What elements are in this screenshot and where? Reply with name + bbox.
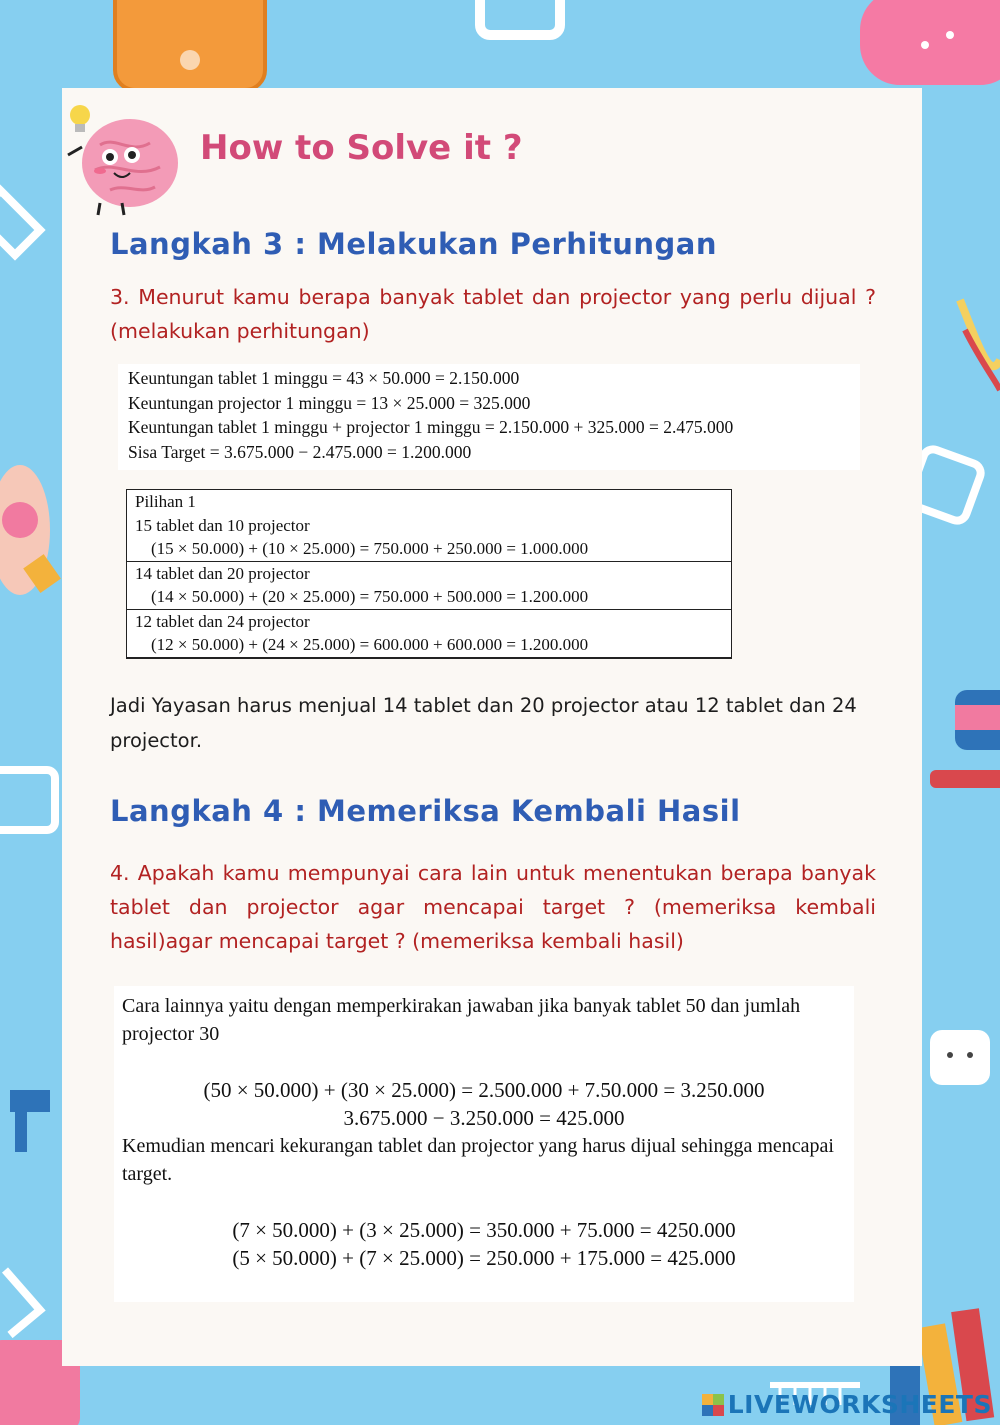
choice-formula: (14 × 50.000) + (20 × 25.000) = 750.000 + 500.000 = 1.200.000 xyxy=(151,587,589,606)
eraser-icon xyxy=(0,770,55,830)
choice-formula: (15 × 50.000) + (10 × 25.000) = 750.000 + 250.000 = 1.000.000 xyxy=(151,539,589,558)
choice-label: 14 tablet dan 20 projector xyxy=(135,563,310,583)
glue-bottle-icon xyxy=(0,465,61,595)
step3-calculation-box xyxy=(118,364,860,470)
pouch-icon xyxy=(115,0,265,90)
choice-label: 15 tablet dan 10 projector xyxy=(135,515,310,535)
step3-conclusion: Jadi Yayasan harus menjual 14 tablet dan 20 projector atau 12 tablet dan 24 projector. xyxy=(110,694,857,752)
alt-equation: (7 × 50.000) + (3 × 25.000) = 350.000 + 75.000 = 4250.000 xyxy=(232,1218,736,1242)
pen-icon xyxy=(10,1090,50,1152)
pink-pouch-icon xyxy=(860,0,1000,85)
watermark-text: LIVEWORKSHEETS xyxy=(727,1390,992,1419)
brain-mascot-icon xyxy=(60,95,190,225)
stapler-icon xyxy=(930,690,1000,788)
alt-intro: Cara lainnya yaitu dengan memperkirakan jawaban jika banyak tablet 50 dan jumlah projector 30 xyxy=(122,995,801,1045)
step4-answer-box xyxy=(114,986,854,1302)
cute-cup-icon xyxy=(930,1030,990,1085)
calc-line: Sisa Target = 3.675.000 − 2.475.000 = 1.200.000 xyxy=(128,441,472,462)
choice-label: 12 tablet dan 24 projector xyxy=(135,611,310,631)
binder-clip-icon xyxy=(0,190,40,255)
liveworksheets-logo-icon xyxy=(702,1394,724,1416)
choice-row xyxy=(127,609,731,657)
choice-row xyxy=(127,561,731,609)
alt-equation: (5 × 50.000) + (7 × 25.000) = 250.000 + 175.000 = 425.000 xyxy=(232,1246,736,1270)
calc-line: Keuntungan tablet 1 minggu = 43 × 50.000 = 2.150.000 xyxy=(128,368,520,388)
choice-formula: (12 × 50.000) + (24 × 25.000) = 600.000 + 600.000 = 1.200.000 xyxy=(151,635,589,654)
step4-title: Langkah 4 : Memeriksa Kembali Hasil xyxy=(110,794,741,828)
page-title: How to Solve it ? xyxy=(200,128,523,168)
clip-icon xyxy=(480,0,560,35)
calc-line: Keuntungan projector 1 minggu = 13 × 25.000 = 325.000 xyxy=(128,392,531,413)
choice-row xyxy=(127,490,731,561)
choices-header: Pilihan 1 xyxy=(135,492,196,511)
step3-title: Langkah 3 : Melakukan Perhitungan xyxy=(110,227,718,261)
calc-line: Keuntungan tablet 1 minggu + projector 1 minggu = 2.150.000 + 325.000 = 2.475.000 xyxy=(128,417,734,437)
liveworksheets-watermark xyxy=(702,1390,992,1419)
choices-table xyxy=(126,489,732,659)
alt-followup: Kemudian mencari kekurangan tablet dan projector yang harus dijual sehingga mencapai target. xyxy=(122,1135,834,1185)
alt-equation: 3.675.000 − 3.250.000 = 425.000 xyxy=(343,1106,625,1130)
step4-question: 4. Apakah kamu mempunyai cara lain untuk menentukan berapa banyak tablet dan projector agar mencapai target ? (memeriksa kembali hasil)agar mencapai target ? (memeriksa kembali hasil) xyxy=(110,861,876,953)
step3-question: 3. Menurut kamu berapa banyak tablet dan projector yang perlu dijual ? (melakukan perhitungan) xyxy=(110,285,876,343)
alt-equation: (50 × 50.000) + (30 × 25.000) = 2.500.000 + 7.50.000 = 3.250.000 xyxy=(203,1078,765,1102)
ribbon-icon xyxy=(960,300,1000,390)
